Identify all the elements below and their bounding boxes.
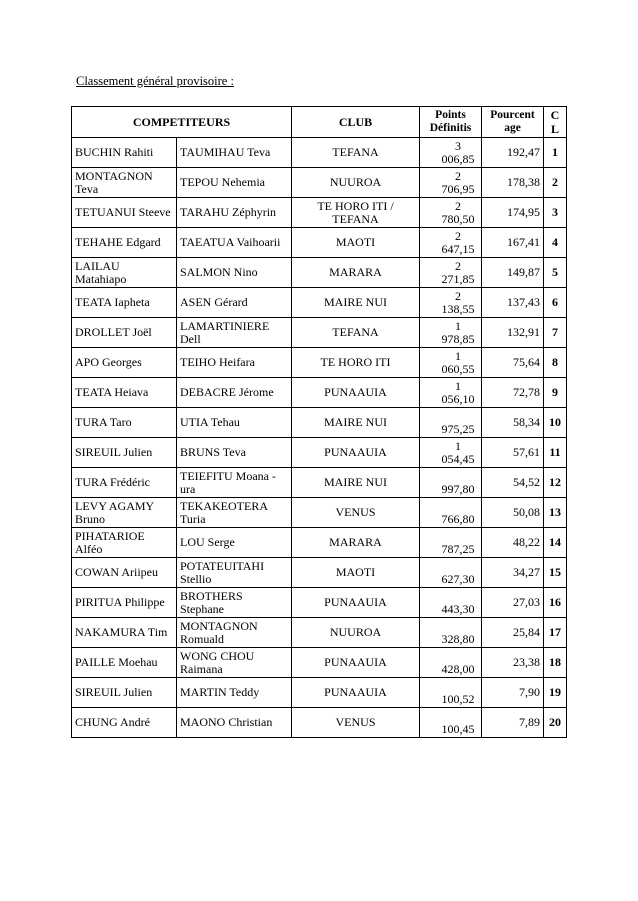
percent-cell: 72,78: [482, 378, 544, 408]
percent-cell: 25,84: [482, 618, 544, 648]
table-row: [72, 678, 567, 708]
points-cell: [420, 438, 482, 468]
club-cell: TEFANA: [292, 318, 420, 348]
club-cell: TE HORO ITI / TEFANA: [292, 198, 420, 228]
club-cell: MAIRE NUI: [292, 288, 420, 318]
table-row: [72, 288, 567, 318]
competitor-1: TURA Frédéric: [72, 468, 177, 498]
table-row: [72, 378, 567, 408]
competitor-2: BROTHERS Stephane: [177, 588, 292, 618]
club-cell: PUNAAUIA: [292, 678, 420, 708]
competitor-1: SIREUIL Julien: [72, 438, 177, 468]
competitor-1: LEVY AGAMY Bruno: [72, 498, 177, 528]
percent-cell: 149,87: [482, 258, 544, 288]
points-bottom: 060,55: [441, 361, 475, 376]
points-cell: [420, 618, 482, 648]
competitor-1: TURA Taro: [72, 408, 177, 438]
header-points-line1: Points: [435, 109, 466, 121]
table-row: [72, 708, 567, 738]
competitor-2: LOU Serge: [177, 528, 292, 558]
rank-cell: 2: [544, 168, 567, 198]
table-row: [72, 318, 567, 348]
percent-cell: 178,38: [482, 168, 544, 198]
rank-cell: 18: [544, 648, 567, 678]
points-bottom: 787,25: [441, 541, 475, 556]
competitor-1: SIREUIL Julien: [72, 678, 177, 708]
points-top: 2: [455, 258, 462, 273]
competitor-1: PIRITUA Philippe: [72, 588, 177, 618]
competitor-2: TEPOU Nehemia: [177, 168, 292, 198]
points-bottom: 975,25: [441, 421, 475, 436]
rank-cell: 19: [544, 678, 567, 708]
header-rank-line2: L: [551, 122, 560, 136]
competitor-2: MARTIN Teddy: [177, 678, 292, 708]
points-bottom: 780,50: [441, 211, 475, 226]
points-bottom: 443,30: [441, 601, 475, 616]
points-top: 2: [455, 288, 462, 303]
competitor-1: BUCHIN Rahiti: [72, 138, 177, 168]
points-bottom: 006,85: [441, 151, 475, 166]
table-row: [72, 468, 567, 498]
competitor-1: MONTAGNON Teva: [72, 168, 177, 198]
competitor-1: LAILAU Matahiapo: [72, 258, 177, 288]
competitor-1: TEHAHE Edgard: [72, 228, 177, 258]
rank-cell: 7: [544, 318, 567, 348]
points-cell: [420, 228, 482, 258]
rank-cell: 8: [544, 348, 567, 378]
table-row: [72, 198, 567, 228]
points-cell: [420, 528, 482, 558]
ranking-table: [71, 106, 567, 738]
percent-cell: 132,91: [482, 318, 544, 348]
competitor-2: TEIEFITU Moana - ura: [177, 468, 292, 498]
competitor-2: LAMARTINIERE Dell: [177, 318, 292, 348]
competitor-2: POTATEUITAHI Stellio: [177, 558, 292, 588]
points-top: 1: [455, 348, 462, 363]
points-top: 1: [455, 318, 462, 333]
percent-cell: 137,43: [482, 288, 544, 318]
rank-cell: 13: [544, 498, 567, 528]
table-row: [72, 408, 567, 438]
points-bottom: 056,10: [441, 391, 475, 406]
rank-cell: 5: [544, 258, 567, 288]
table-row: [72, 438, 567, 468]
points-bottom: 100,45: [441, 721, 475, 736]
points-bottom: 100,52: [441, 691, 475, 706]
percent-cell: 54,52: [482, 468, 544, 498]
club-cell: VENUS: [292, 498, 420, 528]
percent-cell: 57,61: [482, 438, 544, 468]
competitor-1: TEATA Heiava: [72, 378, 177, 408]
competitor-2: MAONO Christian: [177, 708, 292, 738]
points-cell: [420, 408, 482, 438]
points-bottom: 997,80: [441, 481, 475, 496]
club-cell: TEFANA: [292, 138, 420, 168]
points-cell: [420, 258, 482, 288]
table-row: [72, 588, 567, 618]
rank-cell: 10: [544, 408, 567, 438]
table-row: [72, 618, 567, 648]
club-cell: PUNAAUIA: [292, 438, 420, 468]
competitor-1: PIHATARIOE Alféo: [72, 528, 177, 558]
points-cell: [420, 288, 482, 318]
competitor-1: CHUNG André: [72, 708, 177, 738]
club-cell: MAIRE NUI: [292, 408, 420, 438]
club-cell: PUNAAUIA: [292, 648, 420, 678]
points-cell: [420, 318, 482, 348]
competitor-1: DROLLET Joël: [72, 318, 177, 348]
competitor-2: UTIA Tehau: [177, 408, 292, 438]
competitor-2: TAUMIHAU Teva: [177, 138, 292, 168]
percent-cell: 58,34: [482, 408, 544, 438]
header-rank: [544, 107, 567, 138]
points-cell: [420, 468, 482, 498]
rank-cell: 4: [544, 228, 567, 258]
table-row: [72, 648, 567, 678]
table-row: [72, 498, 567, 528]
rank-cell: 12: [544, 468, 567, 498]
points-top: 1: [455, 378, 462, 393]
table-row: [72, 228, 567, 258]
points-cell: [420, 678, 482, 708]
points-cell: [420, 558, 482, 588]
competitor-1: PAILLE Moehau: [72, 648, 177, 678]
rank-cell: 16: [544, 588, 567, 618]
percent-cell: 167,41: [482, 228, 544, 258]
table-row: [72, 528, 567, 558]
header-percent-line1: Pourcent: [490, 109, 535, 121]
competitor-2: WONG CHOU Raimana: [177, 648, 292, 678]
rank-cell: 15: [544, 558, 567, 588]
points-top: 2: [455, 198, 462, 213]
page-heading: Classement général provisoire :: [76, 74, 234, 88]
points-bottom: 428,00: [441, 661, 475, 676]
points-top: 2: [455, 168, 462, 183]
club-cell: PUNAAUIA: [292, 588, 420, 618]
points-cell: [420, 138, 482, 168]
percent-cell: 192,47: [482, 138, 544, 168]
club-cell: MAOTI: [292, 228, 420, 258]
header-percent: [482, 107, 544, 138]
percent-cell: 7,90: [482, 678, 544, 708]
competitor-2: TARAHU Zéphyrin: [177, 198, 292, 228]
club-cell: TE HORO ITI: [292, 348, 420, 378]
percent-cell: 27,03: [482, 588, 544, 618]
table-row: [72, 348, 567, 378]
percent-cell: 48,22: [482, 528, 544, 558]
points-cell: [420, 708, 482, 738]
points-top: 3: [455, 138, 462, 153]
table-row: [72, 168, 567, 198]
percent-cell: 34,27: [482, 558, 544, 588]
rank-cell: 17: [544, 618, 567, 648]
header-competitors: COMPETITEURS: [72, 107, 292, 138]
rank-cell: 14: [544, 528, 567, 558]
points-bottom: 054,45: [441, 451, 475, 466]
points-top: 1: [455, 438, 462, 453]
competitor-2: SALMON Nino: [177, 258, 292, 288]
points-bottom: 328,80: [441, 631, 475, 646]
points-bottom: 627,30: [441, 571, 475, 586]
percent-cell: 75,64: [482, 348, 544, 378]
competitor-2: ASEN Gérard: [177, 288, 292, 318]
points-cell: [420, 378, 482, 408]
competitor-1: APO Georges: [72, 348, 177, 378]
table-row: [72, 558, 567, 588]
points-cell: [420, 588, 482, 618]
competitor-2: TEKAKEOTERA Turia: [177, 498, 292, 528]
points-cell: [420, 498, 482, 528]
competitor-1: TEATA Iapheta: [72, 288, 177, 318]
rank-cell: 3: [544, 198, 567, 228]
club-cell: NUUROA: [292, 168, 420, 198]
percent-cell: 50,08: [482, 498, 544, 528]
club-cell: PUNAAUIA: [292, 378, 420, 408]
club-cell: NUUROA: [292, 618, 420, 648]
competitor-2: TAEATUA Vaihoarii: [177, 228, 292, 258]
header-percent-line2: age: [504, 122, 521, 134]
competitor-1: COWAN Ariipeu: [72, 558, 177, 588]
percent-cell: 23,38: [482, 648, 544, 678]
club-cell: MARARA: [292, 258, 420, 288]
rank-cell: 1: [544, 138, 567, 168]
competitor-2: BRUNS Teva: [177, 438, 292, 468]
rank-cell: 20: [544, 708, 567, 738]
rank-cell: 6: [544, 288, 567, 318]
header-points: [420, 107, 482, 138]
rank-cell: 11: [544, 438, 567, 468]
percent-cell: 174,95: [482, 198, 544, 228]
club-cell: VENUS: [292, 708, 420, 738]
club-cell: MAOTI: [292, 558, 420, 588]
points-bottom: 138,55: [441, 301, 475, 316]
header-points-line2: Définitis: [429, 122, 472, 134]
points-bottom: 647,15: [441, 241, 475, 256]
club-cell: MARARA: [292, 528, 420, 558]
competitor-2: DEBACRE Jérome: [177, 378, 292, 408]
points-cell: [420, 168, 482, 198]
percent-cell: 7,89: [482, 708, 544, 738]
points-bottom: 766,80: [441, 511, 475, 526]
competitor-2: TEIHO Heifara: [177, 348, 292, 378]
points-cell: [420, 348, 482, 378]
points-top: 2: [455, 228, 462, 243]
table-header-row: [72, 107, 567, 138]
header-rank-line1: C: [550, 108, 560, 122]
points-cell: [420, 648, 482, 678]
header-club: CLUB: [292, 107, 420, 138]
table-row: [72, 138, 567, 168]
competitor-1: NAKAMURA Tim: [72, 618, 177, 648]
points-bottom: 706,95: [441, 181, 475, 196]
club-cell: MAIRE NUI: [292, 468, 420, 498]
competitor-1: TETUANUI Steeve: [72, 198, 177, 228]
rank-cell: 9: [544, 378, 567, 408]
points-bottom: 978,85: [441, 331, 475, 346]
competitor-2: MONTAGNON Romuald: [177, 618, 292, 648]
points-cell: [420, 198, 482, 228]
table-row: [72, 258, 567, 288]
points-bottom: 271,85: [441, 271, 475, 286]
